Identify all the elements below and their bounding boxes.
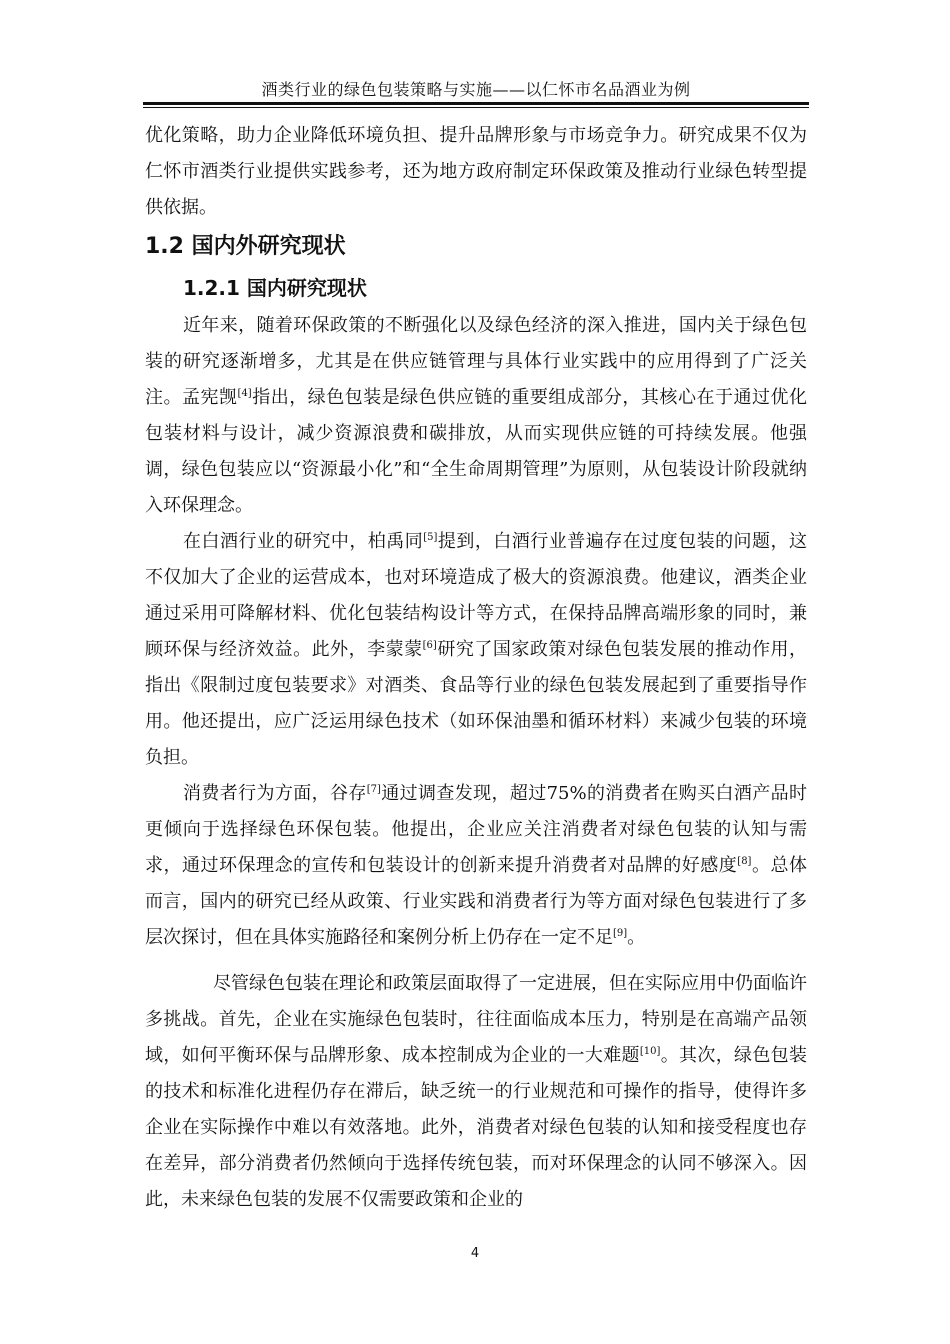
- citation-ref: [10]: [639, 1046, 661, 1057]
- citation-ref: [8]: [737, 856, 752, 867]
- text-run: 通过调查发现，超过75%的消费者在购买白酒产品时更倾向于选择绿色环保包装。他提出，企业应关注消费者对绿色包装的认知与需求，通过环保理念的宣传和包装设计的创新来提升消费者对品牌的好感度: [145, 783, 808, 876]
- citation-ref: [7]: [366, 784, 381, 795]
- paragraph-gap: [145, 956, 807, 966]
- text-run: 提到，白酒行业普遍存在过度包装的问题，这不仅加大了企业的运营成本，也对环境造成了极大的资源浪费。他建议，酒类企业通过采用可降解材料、优化包装结构设计等方式，在保持品牌高端形象的同时，兼顾环保与经济效益。此外，李蒙蒙: [145, 531, 807, 660]
- text-run: 尽管绿色包装在理论和政策层面取得了一定进展，但在实际应用中仍面临许多挑战。首先，企业在实施绿色包装时，往往面临成本压力，特别是在高端产品领域，如何平衡环保与品牌形象、成本控制成为企业的一大难题: [145, 973, 807, 1066]
- paragraph-packaging-supply-chain: [145, 308, 807, 524]
- text-run: 指出，绿色包装是绿色供应链的重要组成部分，其核心在于通过优化包装材料与设计，减少资源浪费和碳排放，从而实现供应链的可持续发展。他强调，绿色包装应以“资源最小化”和“全生命周期管理”为原则，从包装设计阶段就纳入环保理念。: [145, 387, 807, 516]
- text-run: 。: [627, 927, 646, 948]
- text-run: 。其次，绿色包装的技术和标准化进程仍存在滞后，缺乏统一的行业规范和可操作的指导，使得许多企业在实际操作中难以有效落地。此外，消费者对绿色包装的认知和接受程度也存在差异，部分消费者仍然倾向于选择传统包装，而对环保理念的认同不够深入。因此，未来绿色包装的发展不仅需要政策和企业的: [145, 1045, 808, 1210]
- body-text: [145, 118, 807, 1218]
- text-run: 近年来，随着环保政策的不断强化以及绿色经济的深入推进，国内关于绿色包装的研究逐渐增多，尤其是在供应链管理与具体行业实践中的应用得到了广泛关注。孟宪觊: [145, 315, 807, 408]
- paragraph-continued: 优化策略，助力企业降低环境负担、提升品牌形象与市场竞争力。研究成果不仅为仁怀市酒类行业提供实践参考，还为地方政府制定环保政策及推动行业绿色转型提供依据。: [145, 125, 807, 218]
- subsection-heading: 1.2.1 国内研究现状: [183, 276, 367, 300]
- citation-ref: [9]: [613, 928, 628, 939]
- running-header: 酒类行业的绿色包装策略与实施——以仁怀市名品酒业为例: [261, 80, 691, 99]
- section-heading: 1.2 国内外研究现状: [145, 234, 346, 259]
- citation-ref: [6]: [422, 640, 437, 651]
- page-number: 4: [470, 1246, 480, 1261]
- text-run: 。总体而言，国内的研究已经从政策、行业实践和消费者行为等方面对绿色包装进行了多层次探讨，但在具体实施路径和案例分析上仍存在一定不足: [145, 855, 807, 948]
- header-rule-thick: [143, 102, 809, 105]
- text-run: 在白酒行业的研究中，柏禹同: [183, 531, 424, 552]
- text-run: 研究了国家政策对绿色包装发展的推动作用，指出《限制过度包装要求》对酒类、食品等行业的绿色包装发展起到了重要指导作用。他还提出，应广泛运用绿色技术（如环保油墨和循环材料）来减少包装的环境负担。: [145, 639, 807, 768]
- header-rule-thin: [143, 107, 809, 108]
- paragraph-challenges: [145, 966, 807, 1218]
- citation-ref: [4]: [237, 388, 252, 399]
- paragraph-consumer-behavior: [145, 776, 807, 956]
- citation-ref: [5]: [423, 532, 438, 543]
- text-run: 消费者行为方面，谷存: [183, 783, 367, 804]
- paragraph-baijiu-industry: [145, 524, 807, 776]
